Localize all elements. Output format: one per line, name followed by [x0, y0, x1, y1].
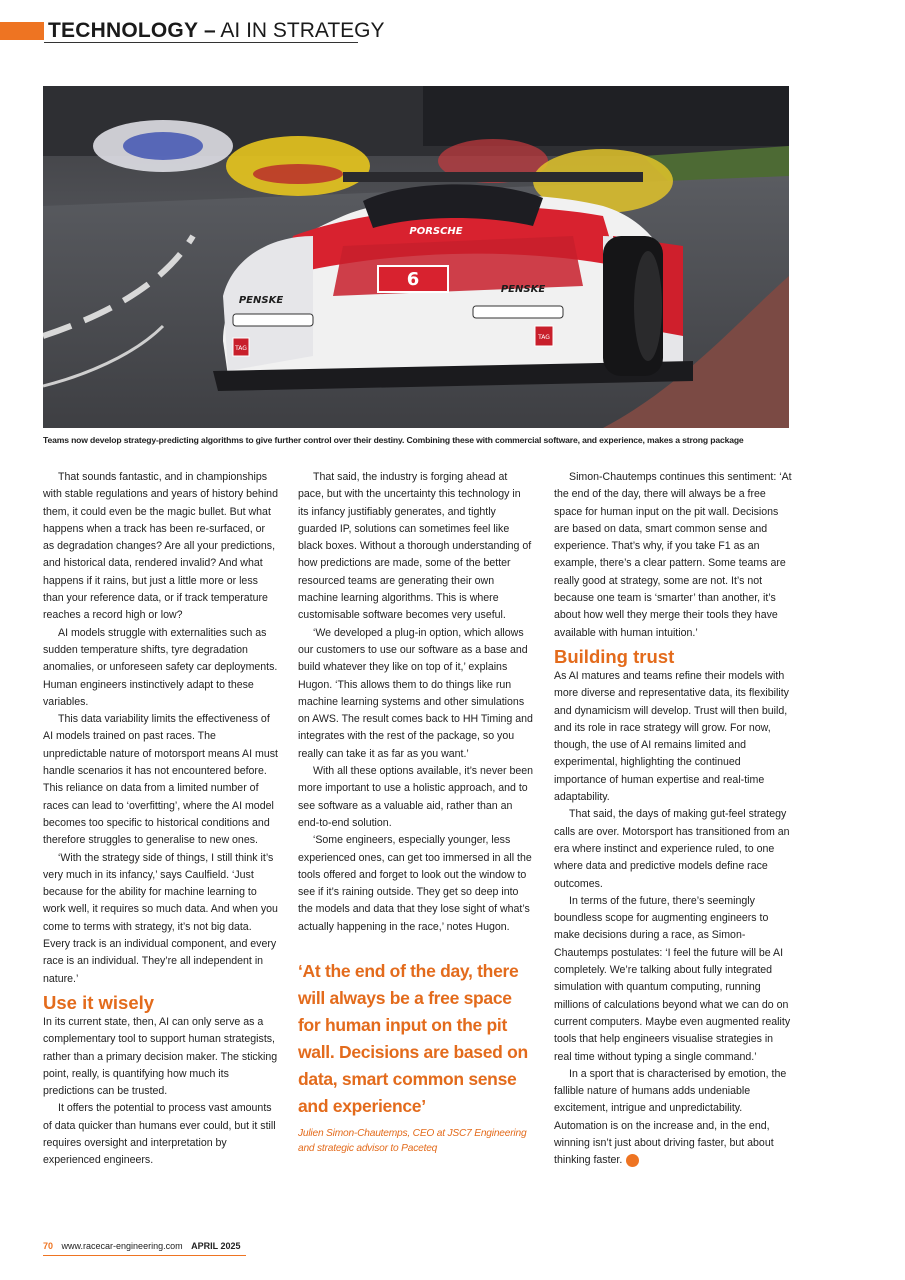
car-badge-right: TAG [538, 334, 550, 341]
section-subtitle: AI IN STRATEGY [220, 19, 385, 42]
pull-quote-attribution: Julien Simon-Chautemps, CEO at JSC7 Engineering and strategic advisor to Paceteq [298, 1128, 527, 1155]
car-badge-left: TAG [235, 345, 247, 352]
col3-paragraph: In terms of the future, there’s seemingly boundless scope for augmenting engineers to make decisions during a race, as Simon-Chautemps postulates: ‘I feel the future will be AI completely. We’re talking about fully integrated simulation with quantum computing, running millions of calculations beyond what we can do on current computers. Maybe even augmented reality tools that help engineers visualise strategies in real time without typing a single command.’ [554, 894, 791, 1063]
page-number: 70 [43, 1241, 54, 1251]
col1-paragraph: In its current state, then, AI can only serve as a complementary tool to support human strategists, rather than a primary decision maker. The sticking point, really, is quantifying how much its predictions can be trusted. [43, 1015, 278, 1098]
section-header [48, 18, 385, 44]
column-3 [554, 469, 792, 1170]
pull-quote: ‘At the end of the day, there will always be a free space for human input on the pit wall. Decisions are based on data, smart common sense and experience’ [298, 961, 528, 1117]
car-sponsor-right: PENSKE [500, 284, 546, 295]
col3-paragraph [554, 1066, 792, 1170]
photo-caption: Teams now develop strategy-predicting algorithms to give further control over their destiny. Combining these with commercial software, and experience, makes a strong package [43, 435, 744, 445]
col2-paragraph: That said, the industry is forging ahead at pace, but with the uncertainty this technology in its infancy justifiably generates, and tightly guarded IP, solutions can sometimes feel like black boxes. Without a thorough understanding of how predictions are made, some of the better resourced teams are generating their own machine learning algorithms. This is where customisable software becomes very useful. [298, 471, 532, 622]
column-2 [298, 469, 534, 1156]
car-number: 6 [406, 269, 420, 290]
footer-underline [43, 1255, 246, 1256]
col2-paragraph: With all these options available, it’s never been more important to use a holistic approach, and to see software as a valuable aid, rather than an end-to-end solution. [298, 765, 534, 829]
page-footer [43, 1240, 240, 1252]
col3-paragraph: That said, the days of making gut-feel strategy calls are over. Motorsport has transitioned from an era where instinct and experience ruled, to one where data and predictive models define race outcomes. [554, 808, 790, 890]
col3-paragraph: Simon-Chautemps continues this sentiment: ‘At the end of the day, there will always be a free space for human input on the pit wall. Decisions are based on data, smart common sense and experience. That’s why, if you take F1 as an example, there’s a clear pattern. Some teams are really good at strategy, some are not. It’s not because one team is ‘smarter’ than another, it’s about how well they merge their tools they have available with human intuition.’ [554, 471, 792, 639]
section-dash: – [204, 19, 216, 42]
col1-paragraph: ‘With the strategy side of things, I still think it’s very much in its infancy,’ says Caulfield. ‘Just because for the ability for machine learning to work well, it requires so much data. And when you come to terms with strategy, it’s not big data. Every track is an individual component, and every race is an individual. They’re all independent in nature.’ [43, 851, 278, 985]
subhead-building-trust: Building trust [554, 645, 675, 667]
car-sponsor-left: PENSKE [238, 295, 284, 306]
car-brand-text: PORSCHE [409, 226, 463, 237]
section-color-bar [0, 22, 44, 40]
footer-url: www.racecar-engineering.com [61, 1241, 183, 1251]
subhead-use-it-wisely: Use it wisely [43, 991, 155, 1013]
col2-paragraph: ‘Some engineers, especially younger, less experienced ones, can get too immersed in all the tools offered and forget to look out the window to see if it’s raining outside. They get so deep into the models and data that they lose sight of what’s actually happening in the race,’ notes Hugon. [298, 834, 532, 933]
end-mark-icon: R [626, 1154, 639, 1167]
col1-paragraph: It offers the potential to process vast amounts of data quicker than humans ever could, but it still requires oversight and interpretation by experienced engineers. [43, 1102, 276, 1167]
col1-paragraph: That sounds fantastic, and in championships with stable regulations and years of history behind them, it could even be the magic bullet. But what happens when a track has been re-surfaced, or as degradation changes? Are all your predictions, and historical data, rendered invalid? And what happens if it rains, but just a little more or less than your reference data, or if track temperature reaches a record high or low? [43, 471, 278, 622]
section-title: TECHNOLOGY [48, 19, 199, 42]
issue-date: APRIL 2025 [191, 1241, 241, 1251]
col1-paragraph: This data variability limits the effectiveness of AI models trained on past races. The unpredictable nature of motorsport means AI must handle scenarios it has not encountered before. This reliance on data from a limited number of races can lead to ‘overfitting’, where the AI model becomes too specific to historical conditions and therefore struggles to generalise to new ones. [43, 713, 278, 847]
col3-final-text: In a sport that is characterised by emotion, the fallible nature of humans adds undeniable excitement, intrigue and unpredictability. Automation is on the increase and, in the end, winning isn’t just about driving faster, but about thinking faster. [554, 1067, 787, 1167]
col1-paragraph: AI models struggle with externalities such as sudden temperature shifts, tyre degradation anomalies, or unforeseen safety car deployments. Human engineers instinctively adapt to these variables. [43, 626, 278, 708]
header-underline [44, 42, 358, 43]
col3-paragraph: As AI matures and teams refine their models with more diverse and representative data, its flexibility and dynamicism will develop. Trust will then build, and its role in race strategy will grow. For now, though, the use of AI remains limited and experimental, highlighting the continued importance of human expertise and real-time adaptability. [554, 669, 789, 804]
race-car-photo [43, 86, 789, 428]
column-1 [43, 469, 279, 1170]
col2-paragraph: ‘We developed a plug-in option, which allows our customers to use our software as a base and build whatever they like on top of it,’ explains Hugon. ‘This allows them to do things like run machine learning systems and other simulations on AWS. The result comes back to HH Timing and integrates with the rest of the package, so you really can take it as far as you want.’ [298, 626, 533, 760]
